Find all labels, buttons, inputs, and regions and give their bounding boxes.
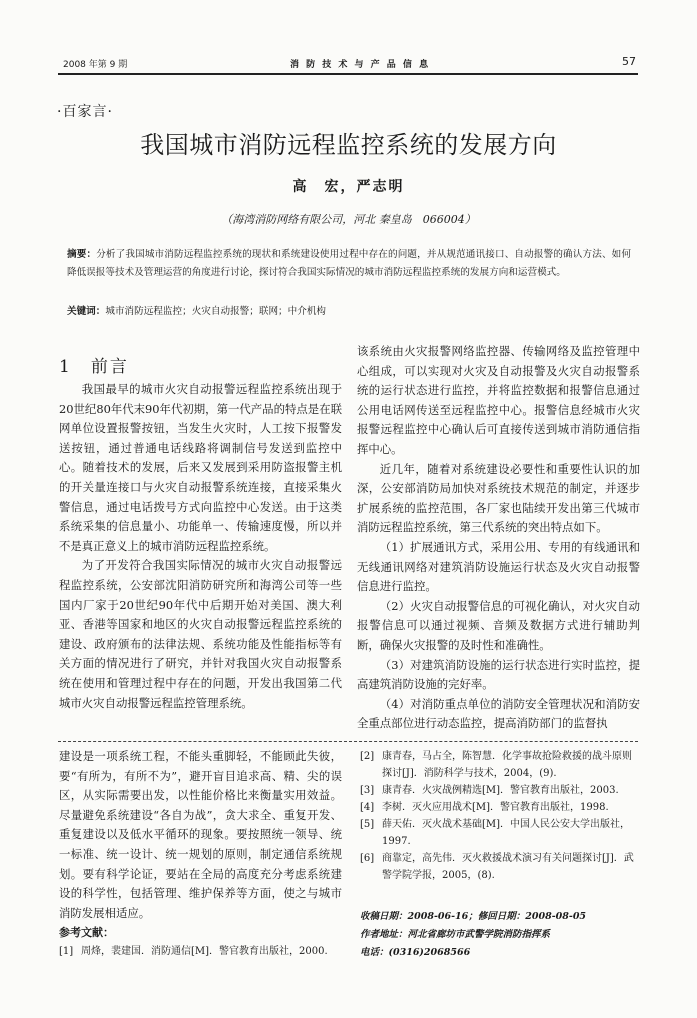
abstract-label: 摘要： — [67, 249, 97, 260]
running-header — [0, 57, 697, 71]
right-column — [357, 342, 640, 734]
journal-name: 消 防 技 术 与 产 品 信 息 — [290, 60, 431, 70]
feature-1: （1）扩展通讯方式，采用公用、专用的有线通讯和无线通讯网络对建筑消防设施运行状态及火灾自动报警信息进行监控。 — [357, 539, 640, 594]
issue-label: 2008 年第 9 期 — [63, 60, 128, 70]
page-number: 57 — [622, 55, 636, 68]
received-date: 收稿日期：2008-06-16；修回日期：2008-08-05 — [360, 911, 587, 922]
keywords-text: 城市消防远程监控；火灾自动报警；联网；中介机构 — [105, 306, 327, 317]
abstract — [67, 246, 631, 281]
column-tag: ·百家言· — [57, 104, 113, 120]
intro-paragraph-1: 我国最早的城市火灾自动报警远程监控系统出现于20世纪80年代末90年代初期，第一代产品的特点是在联网单位设置报警按钮，当发生火灾时，人工按下报警发送按钮，通过普通电话线路将调制信号发送到监控中心。随着技术的发展，后来又发展到采用防盗报警主机的开关量连接口与火灾自动报警系统连接，直接采集火警信息，通过电话拨号方式向监控中心发送。由于这类系统采集的信息量小、功能单一、传输速度慢，所以并不是真正意义上的城市消防远程监控系统。 — [59, 382, 342, 553]
reference-item: [2] 康青春，马占全，陈智慧．化学事故抢险救援的战斗原则探讨[J]．消防科学与技术，2004，(9). — [360, 751, 632, 779]
author-address: 作者地址：河北省廊坊市武警学院消防指挥系 — [360, 929, 551, 940]
authors: 高 宏，严志明 — [292, 179, 405, 195]
references-heading: 参考文献： — [59, 926, 114, 940]
intro-paragraph-2: 为了开发符合我国实际情况的城市火灾自动报警远程监控系统，公安部沈阳消防研究所和海湾公司等一些国内厂家于20世纪90年代中后期开始对美国、澳大利亚、香港等国家和地区的火灾自动报警远程监控系统的建设、政府颁布的法律法规、系统功能及性能指标等有关方面的情况进行了研究，并针对我国火灾自动报警系统在使用和管理过程中存在的问题，开发出我国第二代城市火灾自动报警远程监控管理系统。 — [59, 558, 342, 710]
author-phone: 电话：(0316)2068566 — [360, 947, 471, 958]
references-left — [59, 943, 342, 960]
section-divider — [58, 741, 638, 742]
feature-4: （4）对消防重点单位的消防安全管理状况和消防安全重点部位进行动态监控，提高消防部门的监督执 — [357, 696, 640, 731]
right-paragraph-2: 近几年，随着对系统建设必要性和重要性认识的加深，公安部消防局加快对系统技术规范的制定，并逐步扩展系统的监控范围，各厂家也陆续开发出第三代城市消防远程监控系统，第三代系统的突出特点如下。 — [357, 461, 640, 535]
article-title: 我国城市消防远程监控系统的发展方向 — [140, 131, 557, 159]
feature-3: （3）对建筑消防设施的运行状态进行实时监控，提高建筑消防设施的完好率。 — [357, 657, 640, 692]
abstract-text: 分析了我国城市消防远程监控系统的现状和系统建设使用过程中存在的问题，并从规范通讯接口、自动报警的确认方法、如何降低误报等技术及管理运营的角度进行讨论，探讨符合我国实际情况的城市消防远程监控系统的发展方向和运营模式。 — [67, 249, 632, 278]
reference-item: [6] 商靠定，高先伟．灭火救援战术演习有关问题探讨[J]．武警学院学报，2005，(8). — [360, 853, 634, 881]
header-rule — [58, 73, 638, 75]
article-info — [360, 908, 640, 962]
conclusion-paragraph: 建设是一项系统工程，不能头重脚轻，不能顾此失彼，要“有所为，有所不为”，避开盲目追求高、精、尖的误区，从实际需要出发，以性能价格比来衡量实用效益。尽量避免系统建设“各自为战”，贪大求全、重复开发、重复建设以及低水平循环的现象。要按照统一领导、统一标准、统一设计、统一规划的原则，制定通信系统规划。要有科学论证，要站在全局的高度充分考虑系统建设的科学性，包括管理、维护保养等方面，使之与城市消防发展相适应。 — [59, 749, 342, 920]
references-right — [360, 748, 640, 884]
right-paragraph-1: 该系统由火灾报警网络监控器、传输网络及监控管理中心组成，可以实现对火灾及自动报警及火灾自动报警系统的运行状态进行监控，并将监控数据和报警信息通过公用电话网传送至远程监控中心。报警信息经城市火灾报警远程监控中心确认后可直接传送到城市消防通信指挥中心。 — [357, 344, 640, 456]
keywords-label: 关键词： — [67, 306, 106, 317]
left-column — [59, 380, 342, 713]
feature-2: （2）火灾自动报警信息的可视化确认，对火灾自动报警信息可以通过视频、音频及数据方式进行辅助判断，确保火灾报警的及时性和准确性。 — [357, 598, 640, 652]
reference-item: [5] 薛天佑．灭火战术基础[M]．中国人民公安大学出版社，1997. — [360, 819, 631, 847]
reference-item: [3] 康青春．火灾战例精选[M]．警官教育出版社，2003. — [360, 785, 619, 796]
affiliation: （海湾消防网络有限公司，河北 秦皇岛 066004） — [221, 213, 476, 226]
keywords — [67, 303, 631, 320]
bottom-left-column — [59, 747, 342, 960]
section-heading: 1 前言 — [59, 357, 129, 377]
reference-item: [1] 周烽，裴建国．消防通信[M]．警官教育出版社，2000. — [59, 945, 328, 957]
reference-item: [4] 李树．灭火应用战术[M]．警官教育出版社，1998. — [360, 802, 609, 813]
